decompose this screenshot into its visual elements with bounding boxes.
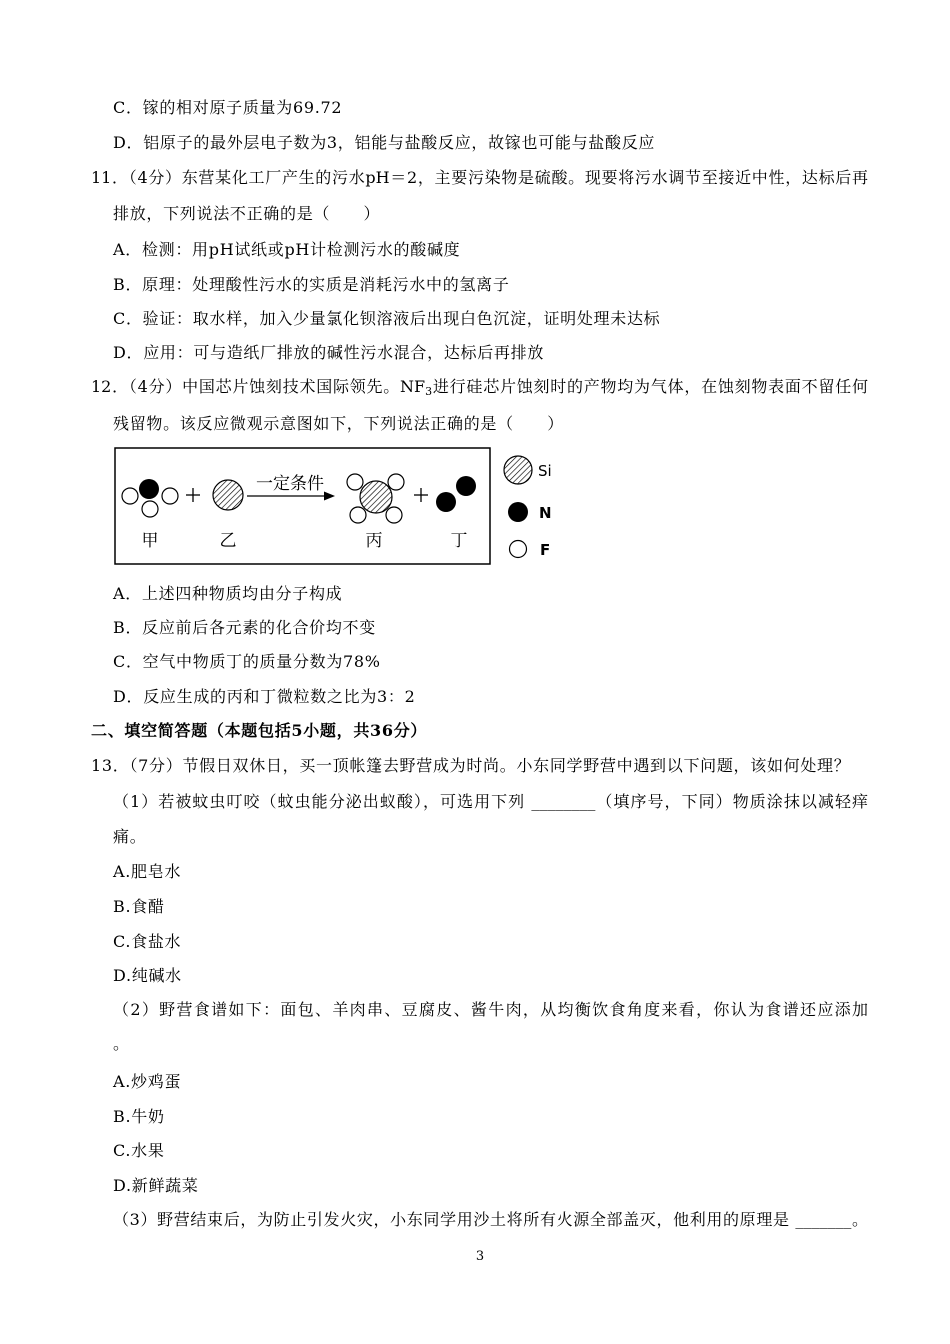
reaction-condition-label: 一定条件 <box>256 474 324 494</box>
q11-option-a: A．检测：用pH试纸或pH计检测污水的酸碱度 <box>113 240 461 259</box>
diagram-frame <box>115 448 490 564</box>
q13-part3-line1: （3）野营结束后，为防止引发火灾，小东同学用沙土将所有火源全部盖灭，他利用的原理是 _______。 <box>113 1210 868 1229</box>
q13-part2-option-a: A.炒鸡蛋 <box>113 1072 182 1091</box>
page-number: 3 <box>475 1249 485 1264</box>
q13-part2-option-d: D.新鲜蔬菜 <box>113 1176 199 1195</box>
nitrogen-atom <box>456 476 476 496</box>
q13-part1-option-c: C.食盐水 <box>113 932 182 951</box>
plus-sign <box>414 488 428 502</box>
label-ding: 丁 <box>450 531 468 551</box>
silicon-atom <box>360 481 392 513</box>
fluorine-atom <box>122 488 138 504</box>
q12-option-c: C．空气中物质丁的质量分数为78% <box>113 652 381 671</box>
q12-option-b: B．反应前后各元素的化合价均不变 <box>113 618 376 637</box>
q12-stem-text-pre: 12．（4分）中国芯片蚀刻技术国际领先。NF <box>91 377 426 396</box>
fluorine-atom <box>142 501 158 517</box>
section-title: 二、填空简答题（本题包括5小题，共36分） <box>91 721 428 740</box>
molecule-bing <box>347 474 404 523</box>
q13-stem: 13．（7分）节假日双休日，买一顶帐篷去野营成为时尚。小东同学野营中遇到以下问题，该如何处理？ <box>91 756 851 775</box>
legend-fluorine-label: F <box>540 541 551 559</box>
q11-stem-line1: 11．（4分）东营某化工厂产生的污水pH＝2，主要污染物是硫酸。现要将污水调节至接近中性，达标后再 <box>91 168 868 187</box>
q12-option-a: A．上述四种物质均由分子构成 <box>113 584 343 603</box>
diagram-legend <box>504 456 552 559</box>
q13-part2-option-c: C.水果 <box>113 1141 165 1160</box>
q11-option-d: D．应用：可与造纸厂排放的碱性污水混合，达标后再排放 <box>113 343 545 362</box>
fluorine-atom <box>388 474 404 490</box>
q13-part2-option-b: B.牛奶 <box>113 1107 165 1126</box>
q12-stem-text-post: 进行硅芯片蚀刻时的产物均为气体，在蚀刻物表面不留任何 <box>432 377 868 396</box>
q13-part1-line1: （1）若被蚊虫叮咬（蚊虫能分泌出蚁酸），可选用下列 ________（填序号，下同）物质涂抹以减轻痒 <box>113 792 868 811</box>
q12-stem-line2: 残留物。该反应微观示意图如下，下列说法正确的是（ ） <box>113 414 564 433</box>
q13-part1-line2: 痛。 <box>113 827 147 846</box>
fluorine-atom <box>347 474 363 490</box>
q12-option-d: D．反应生成的丙和丁微粒数之比为3：2 <box>113 687 416 706</box>
plus-sign <box>186 488 200 502</box>
q13-part1-option-a: A.肥皂水 <box>113 862 182 881</box>
legend-white-circle-icon <box>510 541 527 558</box>
q13-part2-line2: 。 <box>113 1034 130 1053</box>
label-jia: 甲 <box>141 531 159 551</box>
q12-formula-subscript: 3 <box>425 385 433 398</box>
q11-option-b: B．原理：处理酸性污水的实质是消耗污水中的氢离子 <box>113 275 510 294</box>
fluorine-atom <box>350 507 366 523</box>
label-bing: 丙 <box>365 531 383 551</box>
q11-stem-line2: 排放，下列说法不正确的是（ ） <box>113 204 381 223</box>
q11-option-c: C．验证：取水样，加入少量氯化钡溶液后出现白色沉淀，证明处理未达标 <box>113 309 661 328</box>
legend-nitrogen-label: N <box>539 504 552 522</box>
legend-silicon-label: Si <box>538 462 552 480</box>
fluorine-atom <box>386 507 402 523</box>
molecule-ding <box>436 476 476 512</box>
nitrogen-atom <box>139 479 159 499</box>
legend-hatched-circle-icon <box>504 456 532 484</box>
molecule-jia <box>122 479 178 517</box>
q13-part1-option-d: D.纯碱水 <box>113 966 182 985</box>
legend-black-circle-icon <box>508 502 528 522</box>
q13-part1-option-b: B.食醋 <box>113 897 165 916</box>
q12-stem-line1 <box>91 376 868 398</box>
q13-part2-line1: （2）野营食谱如下：面包、羊肉串、豆腐皮、酱牛肉，从均衡饮食角度来看，你认为食谱还应添加 <box>113 1000 868 1019</box>
fluorine-atom <box>162 488 178 504</box>
reaction-diagram <box>110 444 570 570</box>
label-yi: 乙 <box>219 531 237 551</box>
q10-option-c: C．镓的相对原子质量为69.72 <box>113 98 343 117</box>
nitrogen-atom <box>436 492 456 512</box>
q10-option-d: D．铝原子的最外层电子数为3，铝能与盐酸反应，故镓也可能与盐酸反应 <box>113 133 656 152</box>
silicon-atom <box>213 480 243 510</box>
